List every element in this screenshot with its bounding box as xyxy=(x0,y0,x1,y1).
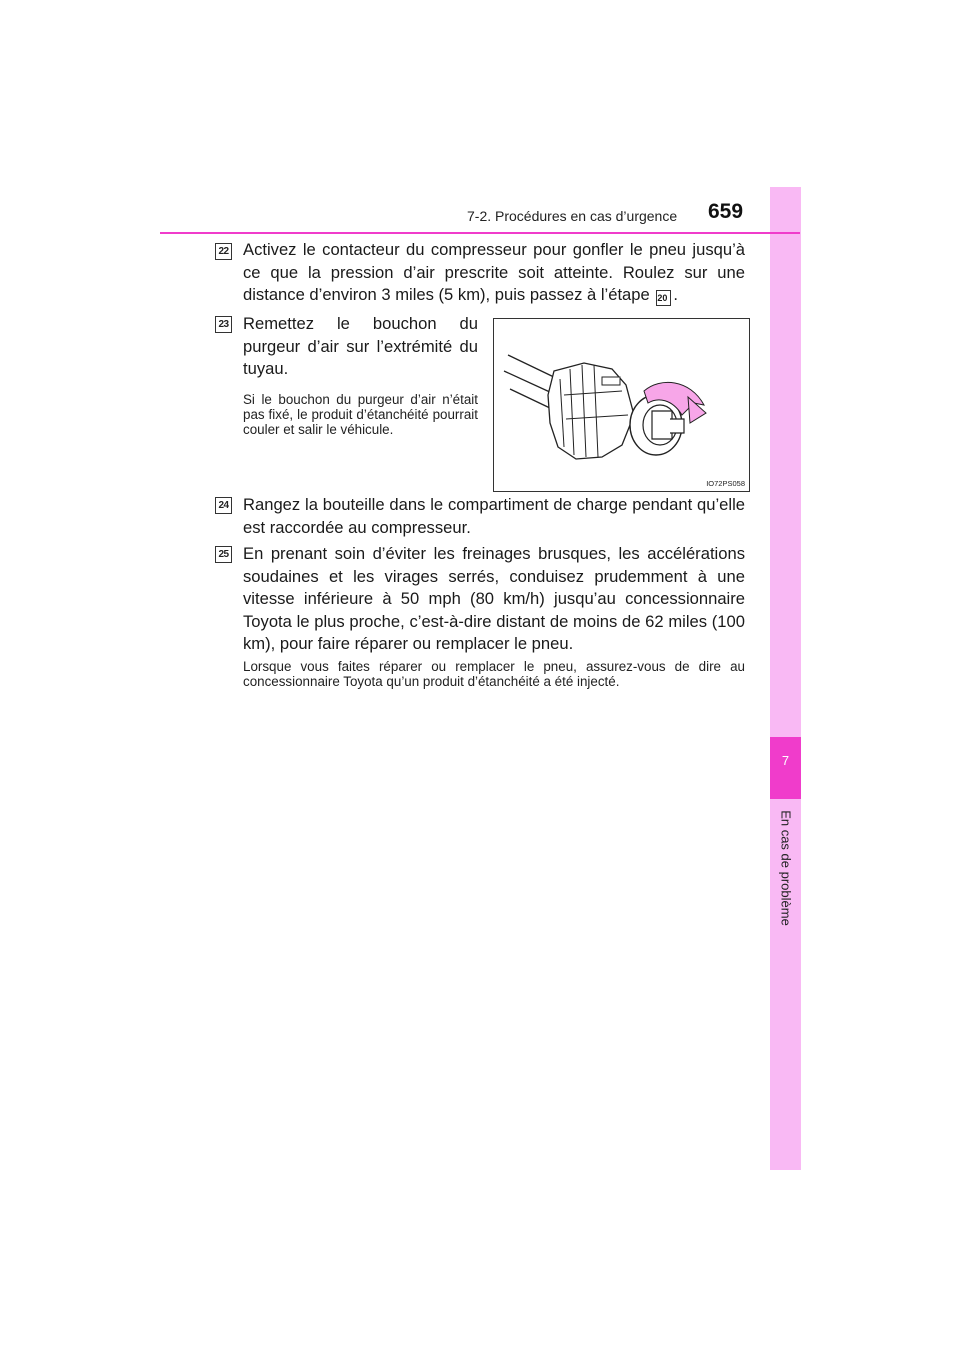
step-23-text: Remettez le bouchon du purgeur d’air sur l’extrémité du tuyau. xyxy=(243,314,478,378)
chapter-side-tab xyxy=(770,187,801,1170)
step-badge-23: 23 xyxy=(215,316,232,333)
step-badge-25: 25 xyxy=(215,546,232,563)
page-number: 659 xyxy=(708,200,744,223)
chapter-number-tab xyxy=(770,737,801,799)
chapter-title: En cas de problème xyxy=(778,810,794,926)
air-valve-cap-figure xyxy=(493,318,750,492)
step-badge-24: 24 xyxy=(215,497,232,514)
step-22-text-end: . xyxy=(673,285,678,304)
figure-code: IO72PS058 xyxy=(706,479,745,488)
chapter-number: 7 xyxy=(781,753,790,768)
step-25-note: Lorsque vous faites réparer ou remplacer le pneu, assurez-vous de dire au concessionnaire Toyota qu’un produit d’étanchéité a été injecté. xyxy=(243,659,745,689)
step-22-text-main: Activez le contacteur du compresseur pour gonfler le pneu jusqu’à ce que la pression d’air prescrite soit atteinte. Roulez sur une distance d’environ 3 miles (5 km), puis passez à l’étape xyxy=(243,240,745,304)
section-title: 7-2. Procédures en cas d’urgence xyxy=(467,208,678,224)
step-badge-22: 22 xyxy=(215,243,232,260)
header-divider xyxy=(160,232,800,234)
step-22-text xyxy=(243,239,745,307)
step-23-note: Si le bouchon du purgeur d’air n’était pas fixé, le produit d’étanchéité pourrait couler et salir le véhicule. xyxy=(243,392,478,437)
step-25-text: En prenant soin d’éviter les freinages brusques, les accélérations soudaines et les virages serrés, conduisez prudemment à une vitesse inférieure à 50 mph (80 km/h) jusqu’au concessionnaire Toyota le plus proche, c’est-à-dire distant de moins de 62 miles (100 km), pour faire réparer ou remplacer le pneu. xyxy=(243,544,745,653)
step-24-text: Rangez la bouteille dans le compartiment de charge pendant qu’elle est raccordée au compresseur. xyxy=(243,495,745,537)
step-ref-badge-20: 20 xyxy=(656,290,671,306)
air-valve-cap-rotate-illustration-icon xyxy=(494,319,751,493)
